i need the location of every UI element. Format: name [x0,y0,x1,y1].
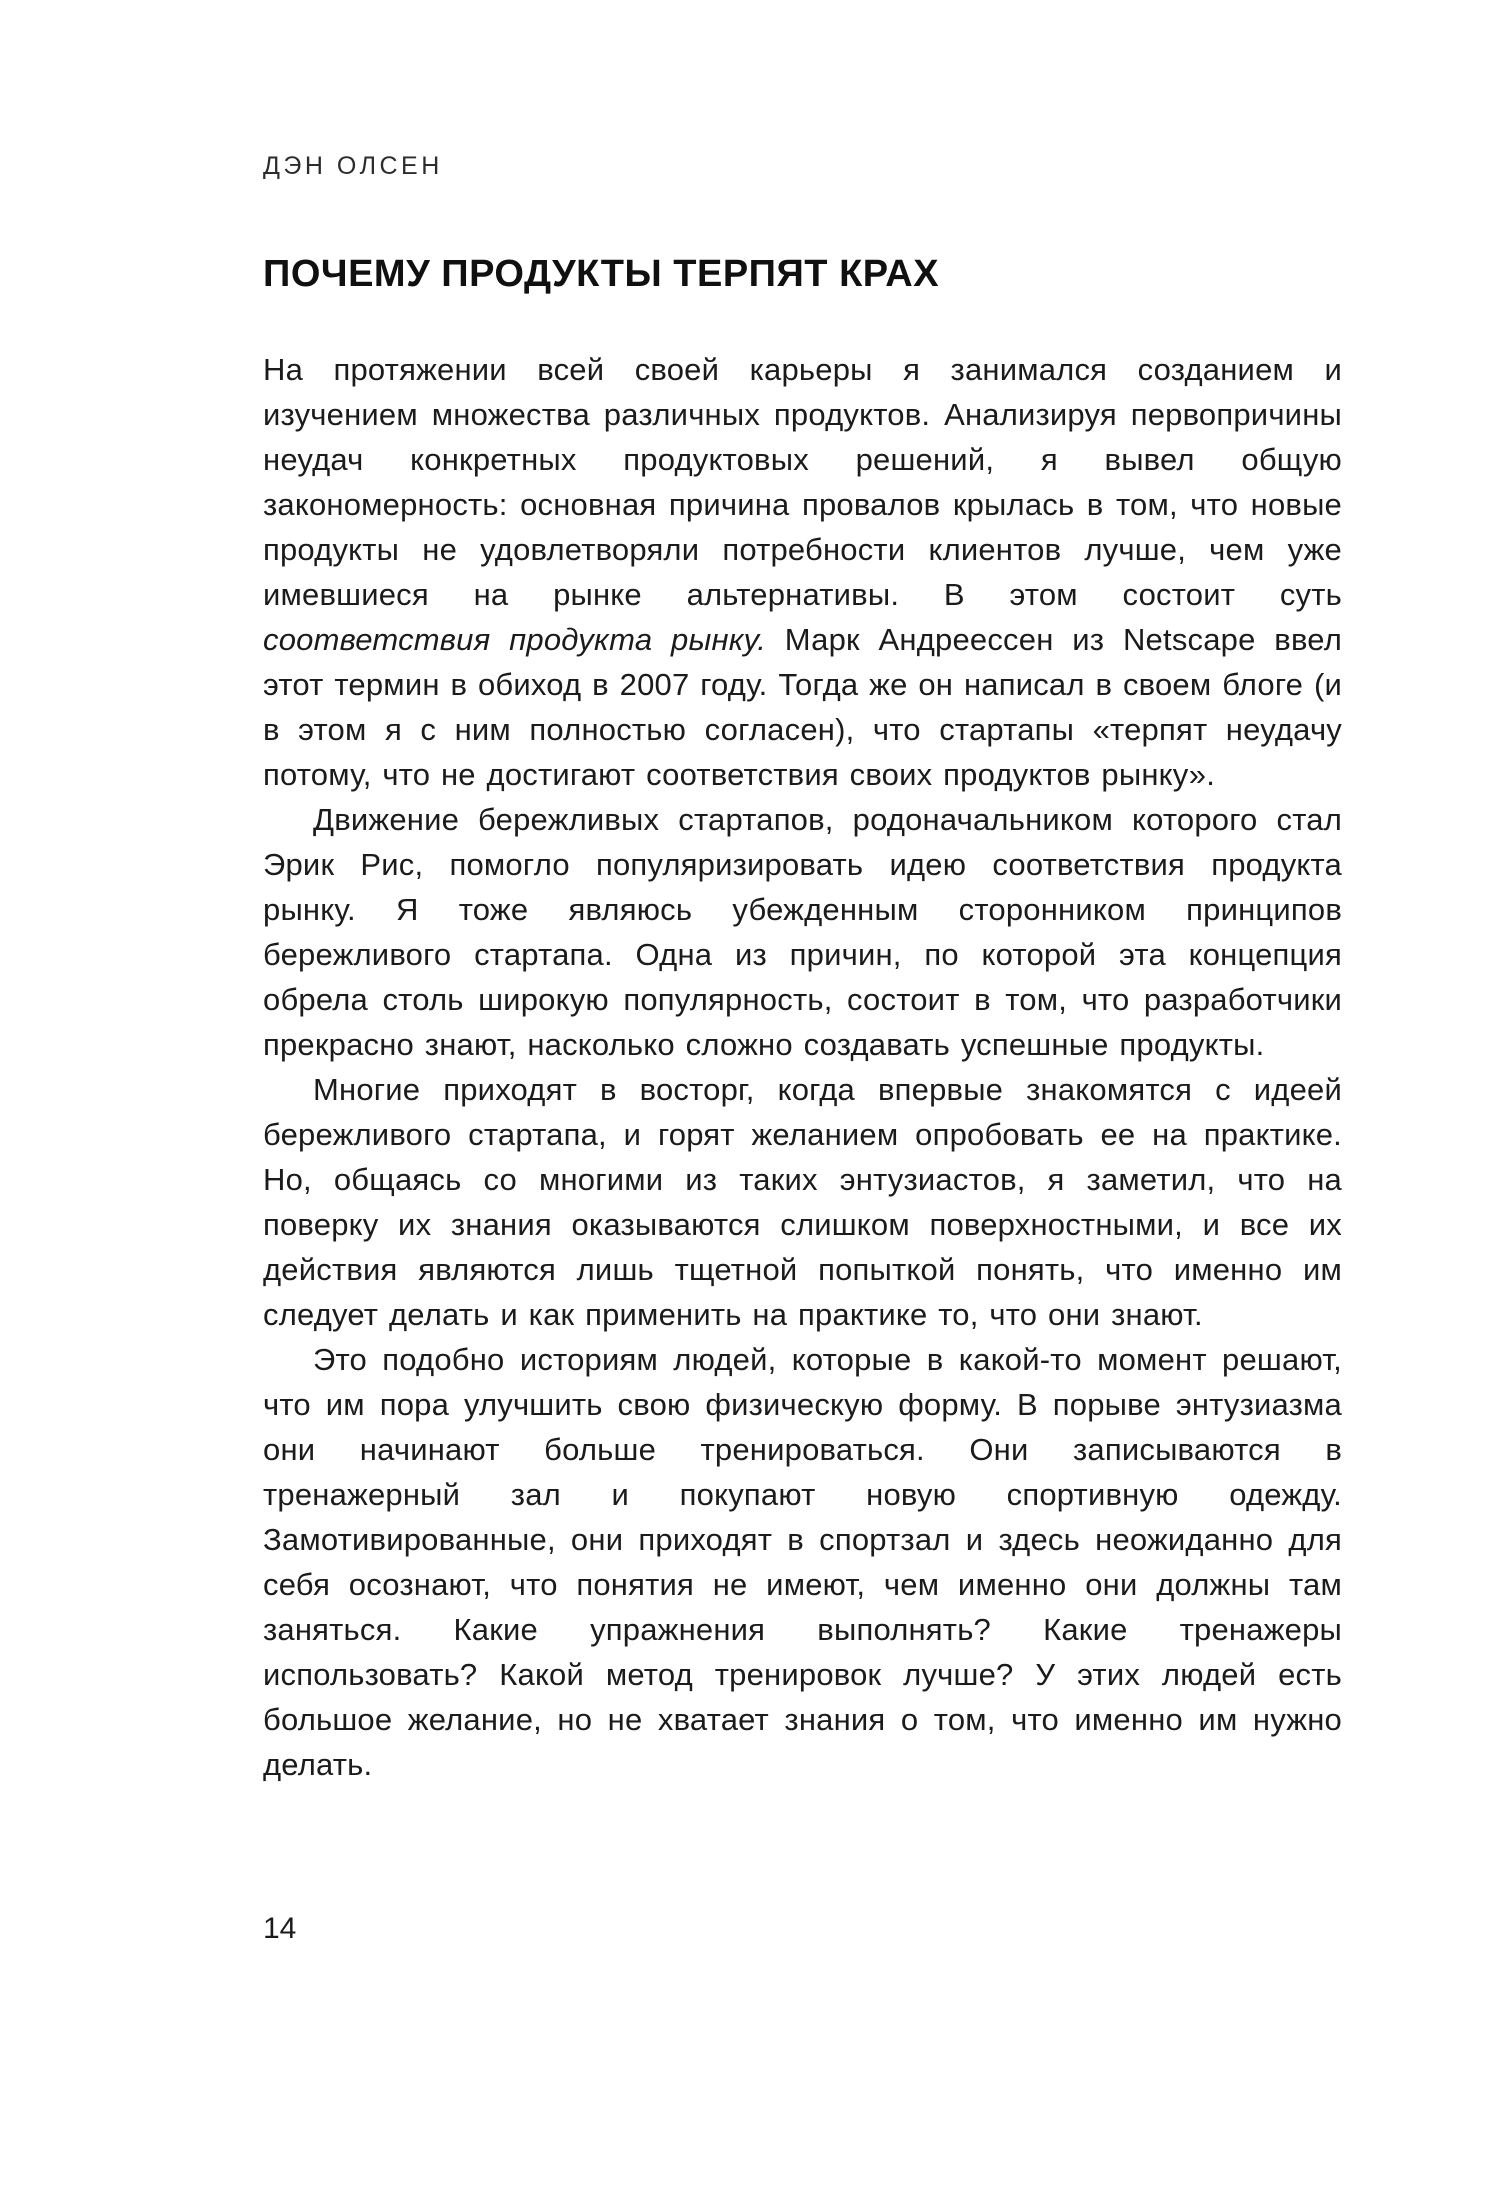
paragraph-1-text-a: На протяжении всей своей карьеры я занимался созданием и изучением множества различных продуктов. Анализируя первопричины неудач конкретных продуктовых решений, я вывел общую закономерность: основная причина провалов крылась в том, что новые продукты не удовлетворяли потребности клиентов лучше, чем уже имевшиеся на рынке альтернативы. В этом состоит суть [263,352,1342,612]
paragraph-2: Движение бережливых стартапов, родоначальником которого стал Эрик Рис, помогло популяризировать идею соответствия продукта рынку. Я тоже являюсь убежденным сторонником принципов бережливого стартапа. Одна из причин, по которой эта концепция обрела столь широкую популярность, состоит в том, что разработчики прекрасно знают, насколько сложно создавать успешные продукты. [263,802,1342,1062]
running-header: ДЭН ОЛСЕН [263,152,443,180]
chapter-title: ПОЧЕМУ ПРОДУКТЫ ТЕРПЯТ КРАХ [263,253,940,295]
page-number: 14 [263,1912,297,1945]
paragraph-1-italic-term: соответствия продукта рынку. [263,622,767,657]
paragraph-4: Это подобно историям людей, которые в какой-то момент решают, что им пора улучшить свою физическую форму. В порыве энтузиазма они начинают больше тренироваться. Они записываются в тренажерный зал и покупают новую спортивную одежду. Замотивированные, они приходят в спортзал и здесь неожиданно для себя осознают, что понятия не имеют, чем именно они должны там заняться. Какие упражнения выполнять? Какие тренажеры использовать? Какой метод тренировок лучше? У этих людей есть большое желание, но не хватает знания о том, что именно им нужно делать. [263,1342,1342,1782]
paragraph-3: Многие приходят в восторг, когда впервые знакомятся с идеей бережливого стартапа, и горят желанием опробовать ее на практике. Но, общаясь со многими из таких энтузиастов, я заметил, что на поверку их знания оказываются слишком поверхностными, и все их действия являются лишь тщетной попыткой понять, что именно им следует делать и как применить на практике то, что они знают. [263,1072,1342,1332]
body-text [263,347,1342,1787]
paragraph-1-text-b: Марк Андреессен из Netscape ввел этот термин в обиход в 2007 году. Тогда же он написал в своем блоге (и в этом я с ним полностью согласен), что стартапы «терпят неудачу потому, что не достигают соответствия своих продуктов рынку». [263,622,1342,792]
paragraph-1 [263,347,1342,797]
